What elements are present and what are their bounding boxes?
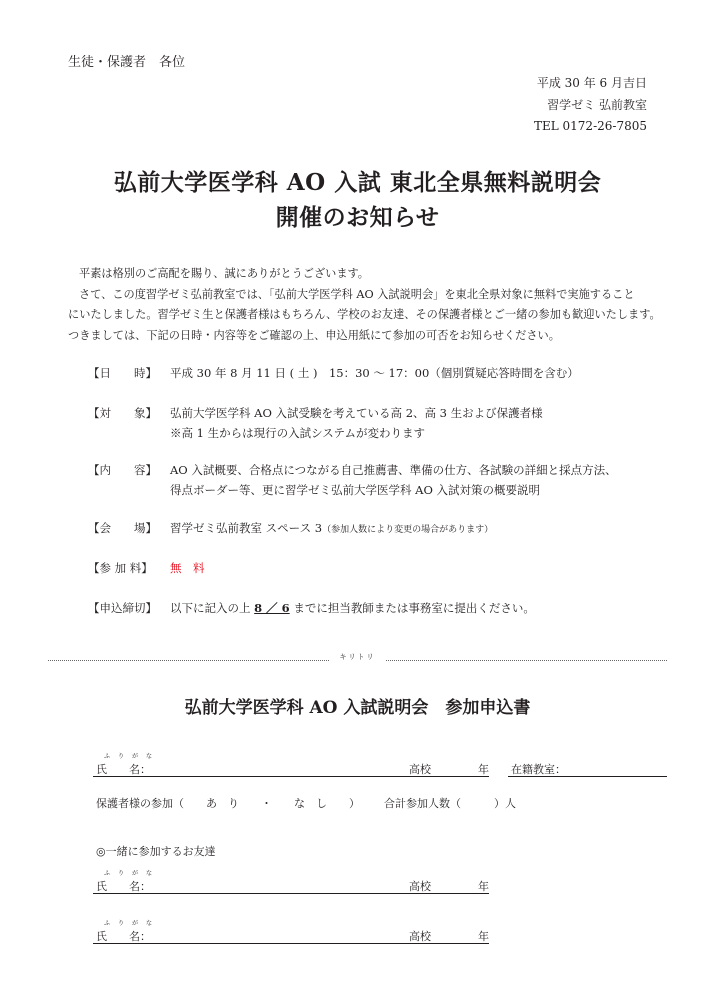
cut-label: キリトリ — [0, 652, 715, 662]
detail-value: 得点ボーダー等、更に習学ゼミ弘前大学医学科 AO 入試対策の概要説明 — [170, 483, 541, 497]
detail-value: 弘前大学医学科 AO 入試受験を考えている高 2、高 3 生および保護者様 — [170, 406, 543, 420]
detail-target — [88, 403, 543, 443]
classroom-label: 在籍教室： — [511, 763, 566, 776]
issue-date: 平成 30 年 6 月吉日 — [536, 76, 647, 90]
intro-line: さて、この度習学ゼミ弘前教室では、「弘前大学医学科 AO 入試説明会」を東北全県対象に無料で実施すること — [79, 287, 635, 301]
furigana-label: ふりがな — [104, 753, 161, 760]
name-field-line[interactable] — [93, 776, 489, 777]
deadline-date: 8 ／ 6 — [254, 601, 290, 615]
furigana-label: ふりがな — [104, 870, 161, 877]
school-label: 高校 — [409, 930, 431, 943]
detail-label: 【日 時】 — [88, 366, 157, 380]
furigana-label: ふりがな — [104, 920, 161, 927]
venue-note: （参加人数により変更の場合があります） — [322, 525, 494, 535]
detail-deadline — [88, 598, 535, 618]
intro-line: 平素は格別のご高配を賜り、誠にありがとうございます。 — [79, 267, 369, 280]
detail-label: 【申込締切】 — [88, 601, 157, 615]
detail-value: AO 入試概要、合格点につながる自己推薦書、準備の仕方、各試験の詳細と採点方法、 — [170, 463, 617, 477]
telephone: TEL 0172-26-7805 — [533, 119, 647, 133]
detail-label: 【参 加 料】 — [88, 561, 153, 575]
grade-label: 年 — [478, 930, 489, 943]
friends-heading: ◎一緒に参加するお友達 — [96, 845, 216, 858]
detail-value: 平成 30 年 8 月 11 日 ( 土 ) 15：30 ～ 17：00（個別質疑応答時間を含む） — [170, 366, 579, 380]
detail-content — [88, 460, 617, 500]
deadline-post: までに担当教師または事務室に提出ください。 — [293, 601, 535, 615]
friend-name-label: 氏 名： — [96, 880, 151, 893]
school-label: 高校 — [409, 880, 431, 893]
grade-label: 年 — [478, 880, 489, 893]
document-title: 弘前大学医学科 AO 入試 東北全県無料説明会 — [113, 169, 602, 196]
friend-name-field-line[interactable] — [93, 943, 489, 944]
deadline-pre: 以下に記入の上 — [170, 601, 251, 615]
parent-attendance[interactable]: 保護者様の参加（ あ り ・ な し ） — [96, 797, 360, 810]
document-subtitle: 開催のお知らせ — [275, 204, 440, 231]
detail-label: 【内 容】 — [88, 463, 157, 477]
detail-note: ※高 1 生からは現行の入試システムが変わります — [170, 426, 425, 440]
organization: 習学ゼミ 弘前教室 — [547, 97, 647, 112]
detail-venue — [88, 518, 493, 540]
detail-value: 習学ゼミ弘前教室 スペース 3 — [170, 521, 323, 535]
detail-date — [88, 363, 579, 383]
school-label: 高校 — [409, 763, 431, 776]
sender-block — [534, 73, 647, 138]
detail-label: 【会 場】 — [88, 521, 157, 535]
friend-name-label: 氏 名： — [96, 930, 151, 943]
detail-label: 【対 象】 — [88, 406, 157, 420]
detail-value: 無 料 — [170, 561, 205, 575]
intro-line: つきましては、下記の日時・内容等をご確認の上、申込用紙にて参加の可否をお知らせください。 — [68, 328, 560, 342]
detail-fee — [88, 558, 205, 578]
total-participants[interactable]: 合計参加人数（ ）人 — [384, 797, 516, 810]
friend-name-field-line[interactable] — [93, 893, 489, 894]
addressee: 生徒・保護者 各位 — [68, 55, 186, 70]
form-title: 弘前大学医学科 AO 入試説明会 参加申込書 — [184, 698, 531, 718]
grade-label: 年 — [478, 763, 489, 776]
classroom-field-line[interactable] — [508, 776, 667, 777]
intro-text — [68, 264, 661, 346]
name-label: 氏 名： — [96, 763, 151, 776]
intro-line: にいたしました。習学ゼミ生と保護者様はもちろん、学校のお友達、その保護者様とご一緒の参加も歓迎いたします。 — [68, 308, 661, 321]
